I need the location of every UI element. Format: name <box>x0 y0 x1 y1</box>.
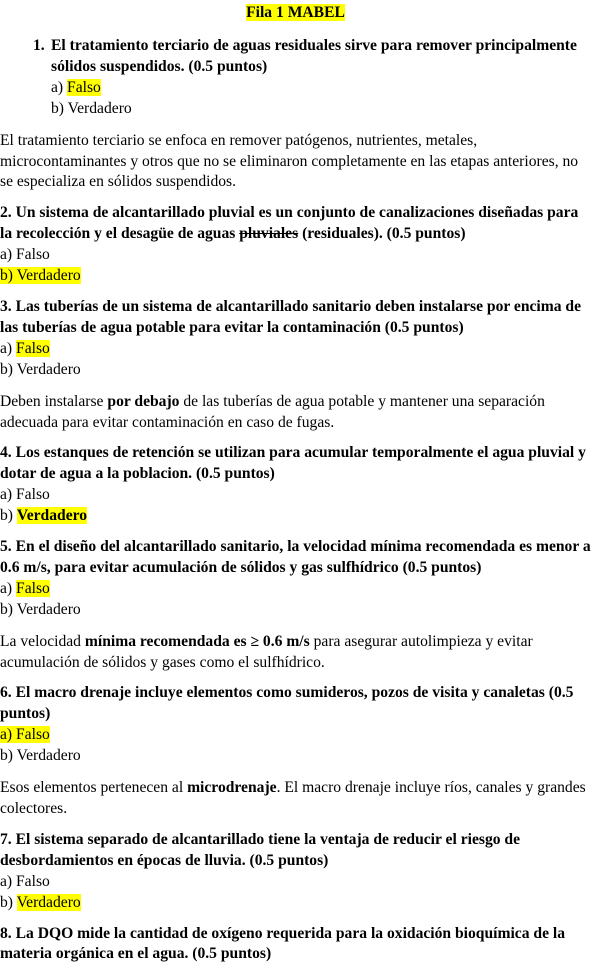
question-7-option-b <box>0 893 591 914</box>
question-6 <box>0 683 591 767</box>
question-2-option-b <box>0 266 591 287</box>
question-1-explanation: El tratamiento terciario se enfoca en remover patógenos, nutrientes, metales, microcontaminantes y otros que no se eliminaron completamente en las etapas anteriores, no se especializa en sólidos suspendidos. <box>0 131 579 191</box>
explanation-text: de las tuberías de agua potable y mantener una separación adecuada para evitar contaminación en caso de fugas. <box>0 392 545 431</box>
explanation-bold: por debajo <box>107 392 180 410</box>
question-5-option-b: b) Verdadero <box>0 600 81 618</box>
option-prefix: a) <box>51 78 68 96</box>
question-3 <box>0 297 591 381</box>
question-1-answer-highlight: Falso <box>67 78 101 96</box>
explanation-bold: microdrenaje <box>187 779 277 797</box>
question-4-text: 4. Los estanques de retención se utilizan para acumular temporalmente el agua pluvial y dotar de agua a la poblacion. (0.5 puntos) <box>0 444 586 483</box>
question-5 <box>0 537 591 621</box>
question-4-option-b <box>0 506 591 527</box>
question-5-answer-highlight: Falso <box>16 579 50 597</box>
question-7-text: 7. El sistema separado de alcantarillado tiene la ventaja de reducir el riesgo de desbordamientos en épocas de lluvia. (0.5 puntos) <box>0 830 521 869</box>
question-5-text: 5. En el diseño del alcantarillado sanitario, la velocidad mínima recomendada es menor a 0.6 m/s, para evitar acumulación de sólidos y gas sulfhídrico (0.5 puntos) <box>0 538 591 576</box>
page-title-text: Fila 1 MABEL <box>246 4 345 21</box>
option-prefix: b) <box>0 507 17 525</box>
question-2-text <box>0 203 591 245</box>
question-1 <box>0 36 591 120</box>
question-7 <box>0 830 591 914</box>
question-8 <box>0 924 591 966</box>
question-1-option-a <box>33 78 591 99</box>
question-1-option-b: b) Verdadero <box>51 99 132 117</box>
option-prefix: a) <box>0 579 17 597</box>
question-5-option-a <box>0 579 591 600</box>
question-2-answer-highlight: b) Verdadero <box>0 267 81 285</box>
question-8-text: 8. La DQO mide la cantidad de oxígeno requerida para la oxidación bioquímica de la materia orgánica en el agua. (0.5 puntos) <box>0 924 566 963</box>
question-3-answer-highlight: Falso <box>16 339 50 357</box>
question-1-body: El tratamiento terciario de aguas residuales sirve para remover principalmente sólidos suspendidos. (0.5 puntos) <box>51 37 577 75</box>
question-2-struck-word: pluviales <box>239 225 299 243</box>
explanation-text: Deben instalarse <box>0 392 108 410</box>
question-6-answer-highlight: a) Falso <box>0 726 50 744</box>
question-6-option-a <box>0 725 591 746</box>
question-1-text <box>33 36 591 78</box>
explanation-text: Esos elementos pertenecen al <box>0 779 188 797</box>
question-6-explanation <box>0 778 591 820</box>
question-3-explanation <box>0 392 591 434</box>
question-2 <box>0 203 591 287</box>
question-2-text-post: (residuales). (0.5 puntos) <box>298 225 466 243</box>
question-4 <box>0 443 591 527</box>
question-4-answer-highlight: Verdadero <box>16 507 88 525</box>
option-prefix: a) <box>0 339 17 357</box>
question-2-text-pre: 2. Un sistema de alcantarillado pluvial es un conjunto de canalizaciones diseñadas para la recolección y el desagüe de aguas <box>0 204 579 243</box>
question-1-number: 1. <box>33 37 45 54</box>
question-7-answer-highlight: Verdadero <box>16 893 81 911</box>
question-4-option-a: a) Falso <box>0 486 50 504</box>
explanation-text: . El macro drenaje incluye ríos, canales y grandes colectores. <box>0 779 586 817</box>
explanation-text: La velocidad <box>0 632 85 650</box>
question-7-option-a: a) Falso <box>0 872 50 890</box>
question-5-explanation <box>0 632 591 674</box>
question-2-option-a: a) Falso <box>0 246 50 264</box>
option-prefix: b) <box>0 893 17 911</box>
question-6-option-b: b) Verdadero <box>0 747 81 765</box>
explanation-bold: mínima recomendada es ≥ 0.6 m/s <box>84 632 310 650</box>
question-3-text: 3. Las tuberías de un sistema de alcantarillado sanitario deben instalarse por encima de las tuberías de agua potable para evitar la contaminación (0.5 puntos) <box>0 297 582 336</box>
question-6-text: 6. El macro drenaje incluye elementos como sumideros, pozos de visita y canaletas (0.5 puntos) <box>0 684 574 723</box>
question-3-option-b: b) Verdadero <box>0 360 81 378</box>
explanation-text: para asegurar autolimpieza y evitar acumulación de sólidos y gases como el sulfhídrico. <box>0 632 533 671</box>
question-3-option-a <box>0 339 591 360</box>
page-title <box>0 0 591 24</box>
